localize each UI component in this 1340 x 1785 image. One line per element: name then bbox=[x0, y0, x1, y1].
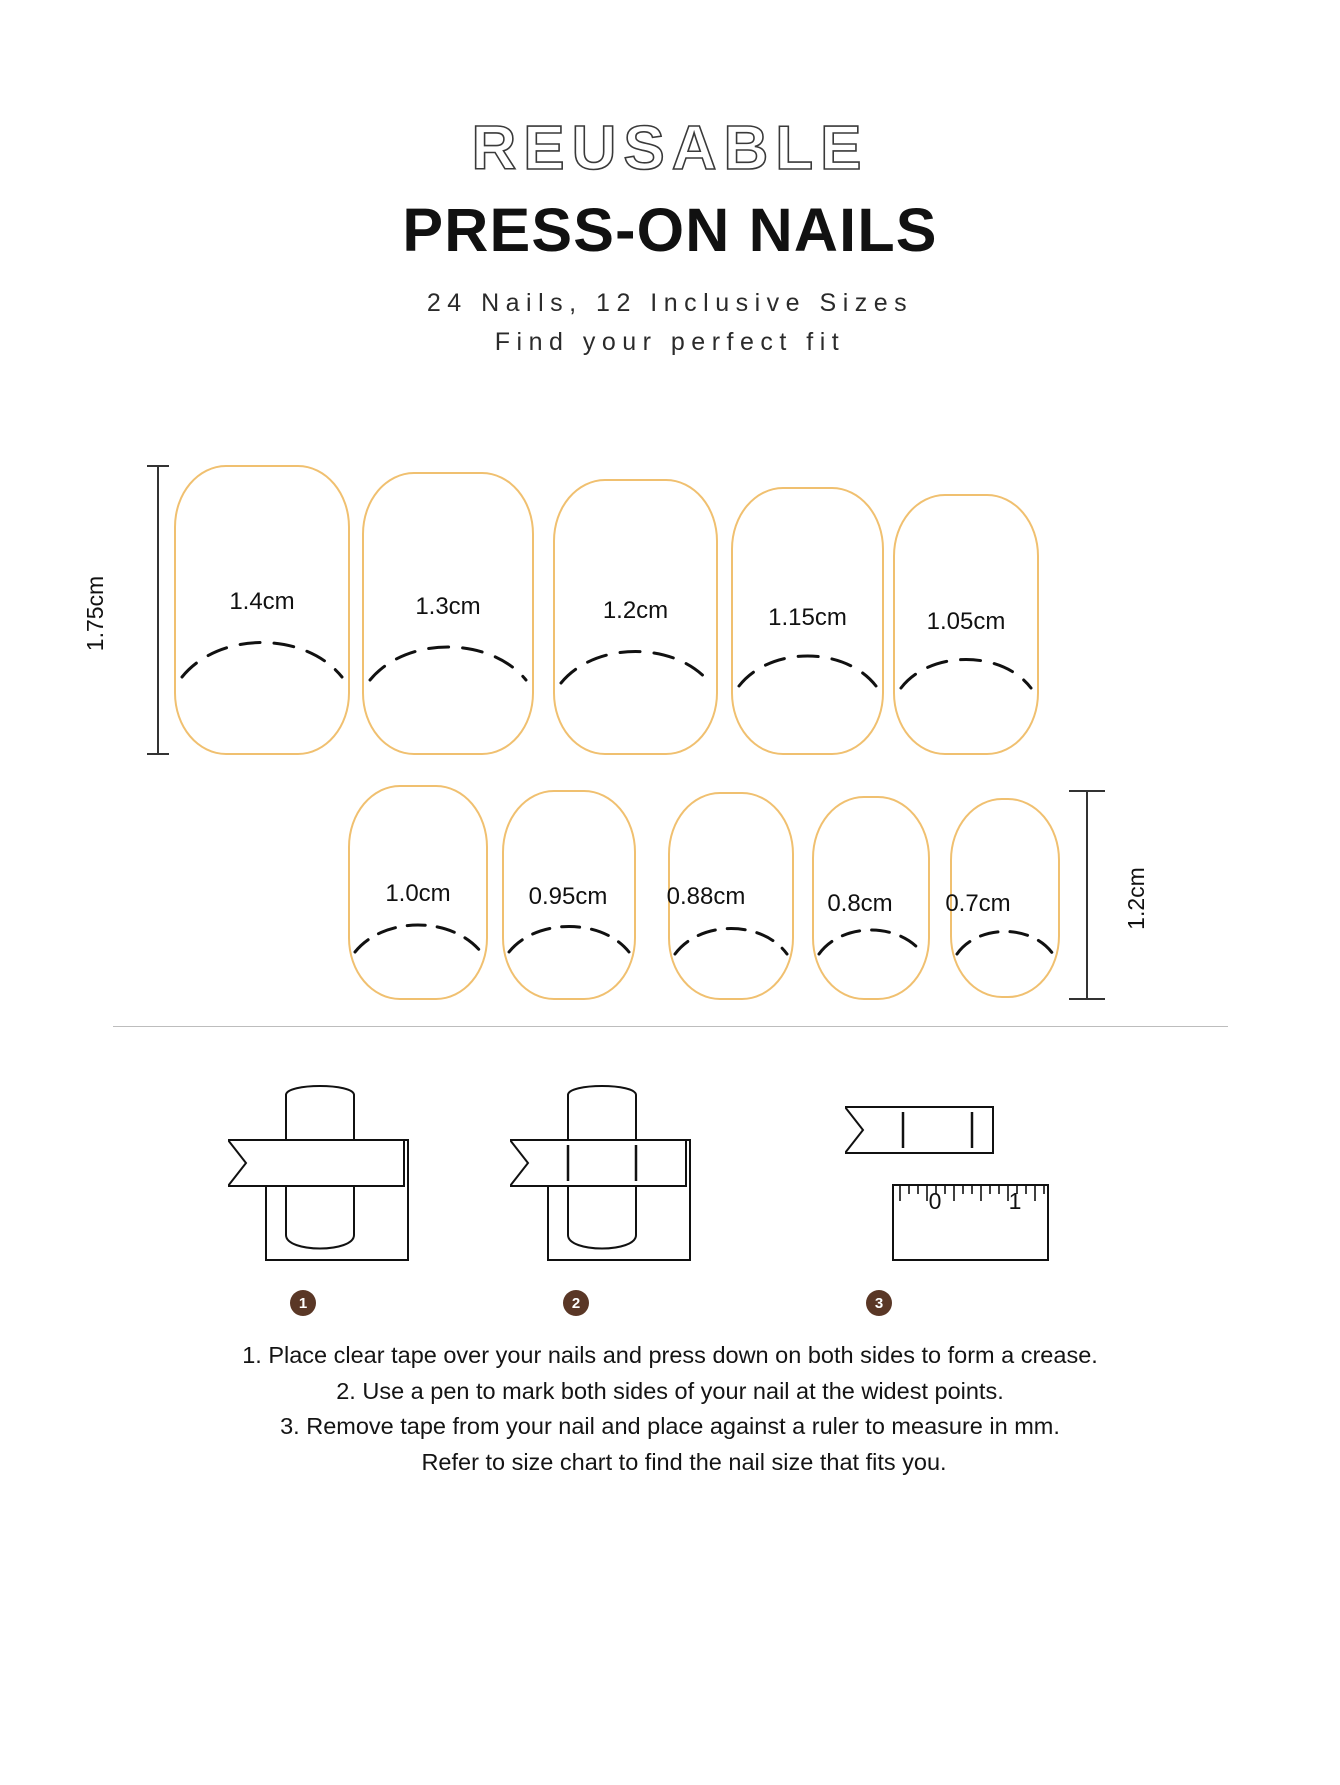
how-to-measure-illustrations bbox=[0, 1075, 1340, 1325]
nail-width-label: 1.3cm bbox=[415, 593, 481, 620]
nail-width-label: 0.95cm bbox=[528, 883, 608, 910]
nail-width-label: 0.7cm bbox=[945, 890, 1011, 917]
row1-height-label: 1.75cm bbox=[82, 575, 109, 652]
instruction-line: Refer to size chart to find the nail size that fits you. bbox=[421, 1449, 947, 1476]
instruction-line: 1. Place clear tape over your nails and press down on both sides to form a crease. bbox=[242, 1342, 1098, 1368]
nail-width-label: 1.05cm bbox=[926, 608, 1006, 635]
row1-height-measure bbox=[146, 465, 170, 755]
step-badge-1: 1 bbox=[290, 1290, 316, 1316]
instruction-line: 2. Use a pen to mark both sides of your nail at the widest points. bbox=[336, 1377, 1004, 1404]
step-badge-3: 3 bbox=[866, 1290, 892, 1316]
subtitle-line-2: Find your perfect fit bbox=[494, 327, 846, 356]
page-title: PRESS-ON NAILS bbox=[402, 196, 938, 264]
subtitle-line-1: 24 Nails, 12 Inclusive Sizes bbox=[426, 289, 914, 318]
step-badge-2: 2 bbox=[563, 1290, 589, 1316]
nail-size-chart bbox=[0, 440, 1340, 1040]
nail-width-label: 0.88cm bbox=[666, 883, 746, 910]
section-divider bbox=[113, 1026, 1228, 1027]
ruler-tick-label-0: 0 bbox=[928, 1188, 942, 1214]
instruction-line: 3. Remove tape from your nail and place against a ruler to measure in mm. bbox=[280, 1413, 1060, 1440]
page-header bbox=[0, 114, 1340, 362]
instructions-list bbox=[0, 1338, 1340, 1481]
nail-width-label: 1.15cm bbox=[768, 604, 847, 631]
step-3-illustration bbox=[845, 1085, 1075, 1275]
nail-width-label: 1.2cm bbox=[602, 597, 669, 624]
step-1-illustration bbox=[228, 1085, 448, 1275]
row2-height-label: 1.2cm bbox=[1122, 867, 1149, 930]
step-2-illustration bbox=[510, 1085, 730, 1275]
nail-width-label: 1.4cm bbox=[229, 588, 295, 615]
page-title-outline: REUSABLE bbox=[471, 114, 869, 183]
nail-width-label: 0.8cm bbox=[827, 890, 893, 917]
nail-width-label: 1.0cm bbox=[385, 880, 451, 907]
ruler-tick-label-1: 1 bbox=[1008, 1188, 1022, 1214]
row2-height-measure bbox=[1075, 790, 1099, 1000]
